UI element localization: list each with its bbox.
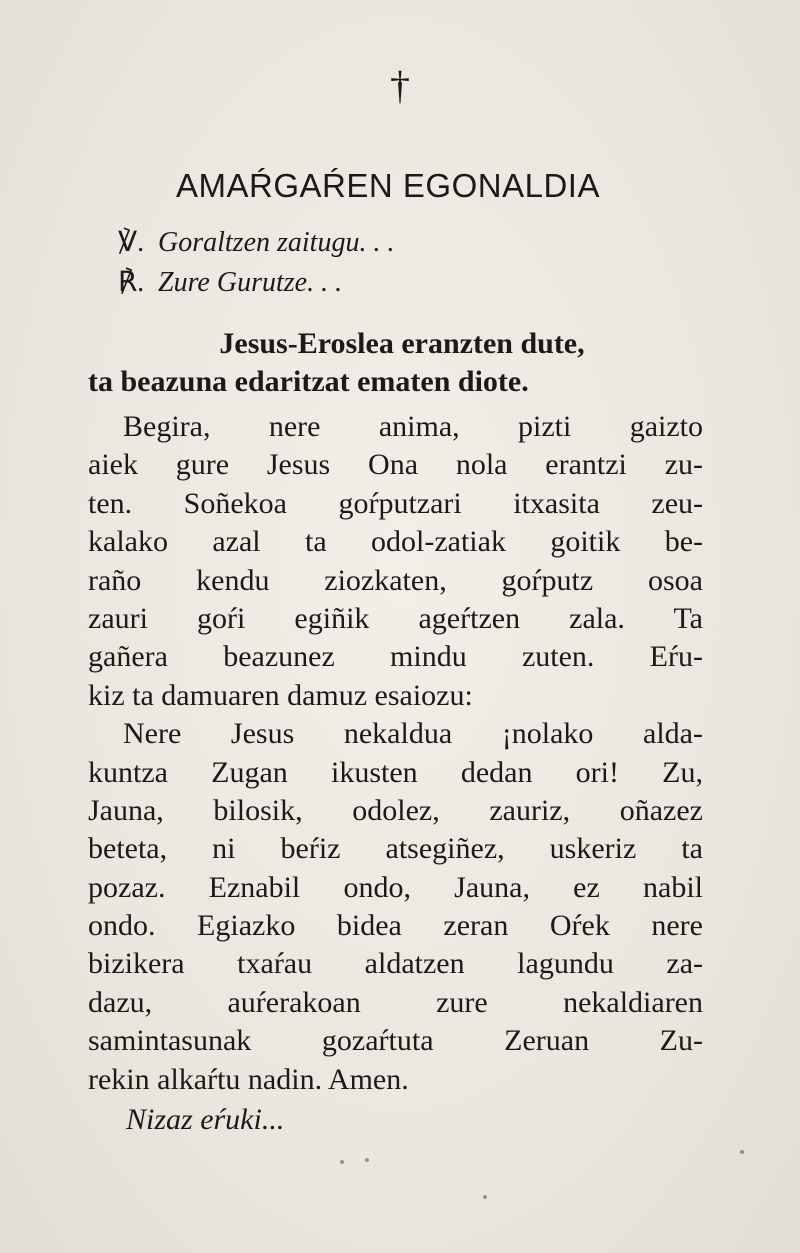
response-text: Zure Gurutze. . . [158,267,343,298]
body-line: pozaz. Eznabil ondo, Jauna, ez nabil [88,870,703,904]
page-title: AMAŔGAŔEN EGONALDIA [176,167,600,204]
body-line: samintasunak gozaŕtuta Zeruan Zu- [88,1024,703,1058]
body-line: rekin alkaŕtu nadin. Amen. [88,1062,409,1096]
body-line: gañera beazunez mindu zuten. Eŕu- [88,640,703,674]
body-line: raño kendu ziozkaten, goŕputz osoa [88,563,703,597]
body-line: Begira, nere anima, pizti gaizto [123,410,703,443]
paper-speck [365,1158,369,1162]
versicle-symbol: ℣. [118,227,145,258]
body-line: Nere Jesus nekaldua ¡nolako alda- [123,717,703,751]
body-line: zauri goŕi egiñik ageŕtzen zala. Ta [88,601,703,635]
cross-symbol: † [390,63,410,108]
paper-speck [483,1195,487,1199]
section-heading-line-1: Jesus-Eroslea eranzten dute, [219,327,585,360]
body-line: beteta, ni beŕiz atsegiñez, uskeriz ta [88,832,703,866]
section-heading-line-2: ta beazuna edaritzat ematen diote. [88,365,529,398]
body-line: ten. Soñekoa goŕputzari itxasita zeu- [88,486,703,520]
body-line: Jauna, bilosik, odolez, zauriz, oñazez [88,793,703,827]
prayer-body [88,408,703,1099]
paper-speck [740,1150,744,1154]
body-line: kuntza Zugan ikusten dedan ori! Zu, [88,755,703,789]
body-line: ondo. Egiazko bidea zeran Oŕek nere [88,909,703,943]
response-symbol: ℟. [118,267,145,298]
response-line [118,266,342,300]
body-line: kalako azal ta odol-zatiak goitik be- [88,525,703,559]
versicle-line [118,226,394,260]
closing-invocation: Nizaz eŕuki... [126,1103,285,1136]
versicle-text: Goraltzen zaitugu. . . [158,227,395,258]
body-line: kiz ta damuaren damuz esaiozu: [88,678,473,712]
body-line: aiek gure Jesus Ona nola erantzi zu- [88,448,703,482]
body-line: bizikera txaŕau aldatzen lagundu za- [88,947,703,981]
body-line: dazu, auŕerakoan zure nekaldiaren [88,985,703,1019]
paper-speck [340,1160,344,1164]
